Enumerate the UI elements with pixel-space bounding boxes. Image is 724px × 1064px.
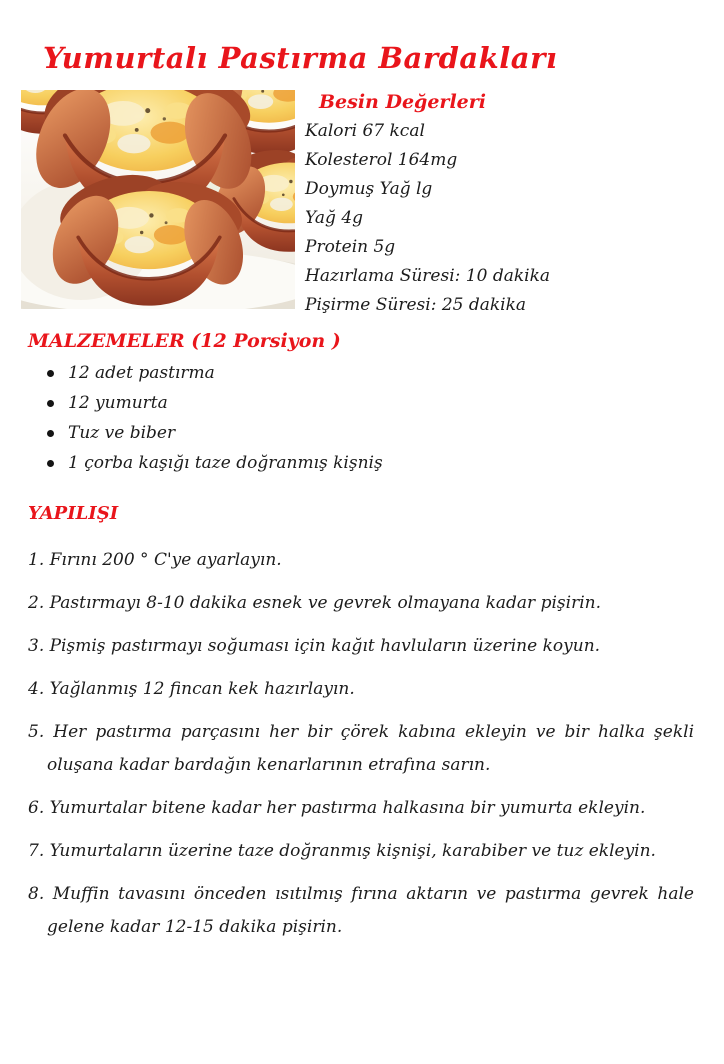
step-item: 1. Fırını 200 ° C'ye ayarlayın.: [28, 550, 282, 570]
nutrition-item: Yağ 4g: [305, 208, 364, 228]
nutrition-item: Kalori 67 kcal: [305, 121, 425, 141]
step-item: 5. Her pastırma parçasını her bir çörek kabına ekleyin ve bir halka şekli oluşana kadar bardağın kenarlarının etrafına sarın.: [28, 722, 694, 775]
top-section: [0, 90, 724, 320]
ingredient-item: 12 adet pastırma: [68, 358, 724, 388]
nutrition-item: Protein 5g: [305, 237, 396, 257]
ingredient-item: Tuz ve biber: [68, 418, 724, 448]
recipe-page: [0, 40, 724, 1064]
ingredient-item: 1 çorba kaşığı taze doğranmış kişniş: [68, 448, 724, 478]
nutrition-heading: Besin Değerleri: [319, 91, 486, 113]
nutrition-item: Kolesterol 164mg: [305, 150, 458, 170]
nutrition-section: [305, 90, 724, 320]
step-item: 3. Pişmiş pastırmayı soğuması için kağıt havluların üzerine koyun.: [28, 636, 601, 656]
egg-pastrami-cups-photo: [21, 90, 295, 309]
step-item: 6. Yumurtalar bitene kadar her pastırma halkasına bir yumurta ekleyin.: [28, 798, 646, 818]
nutrition-item: Doymuş Yağ lg: [305, 179, 433, 199]
ingredient-item: 12 yumurta: [68, 388, 724, 418]
directions-heading: YAPILIŞI: [28, 503, 119, 524]
page-title: Yumurtalı Pastırma Bardakları: [43, 41, 558, 75]
nutrition-item: Hazırlama Süresi: 10 dakika: [305, 266, 551, 286]
directions-steps: [0, 544, 724, 944]
recipe-photo: [21, 90, 295, 309]
step-item: 2. Pastırmayı 8-10 dakika esnek ve gevrek olmayana kadar pişirin.: [28, 593, 601, 613]
ingredients-list: [0, 358, 724, 478]
step-item: 4. Yağlanmış 12 fincan kek hazırlayın.: [28, 679, 355, 699]
ingredients-heading: MALZEMELER (12 Porsiyon ): [28, 330, 341, 352]
step-item: 8. Muffin tavasını önceden ısıtılmış fırına aktarın ve pastırma gevrek hale gelene kadar 12-15 dakika pişirin.: [28, 884, 694, 937]
nutrition-list: [305, 117, 724, 320]
step-item: 7. Yumurtaların üzerine taze doğranmış kişnişi, karabiber ve tuz ekleyin.: [28, 841, 656, 861]
nutrition-item: Pişirme Süresi: 25 dakika: [305, 295, 527, 315]
